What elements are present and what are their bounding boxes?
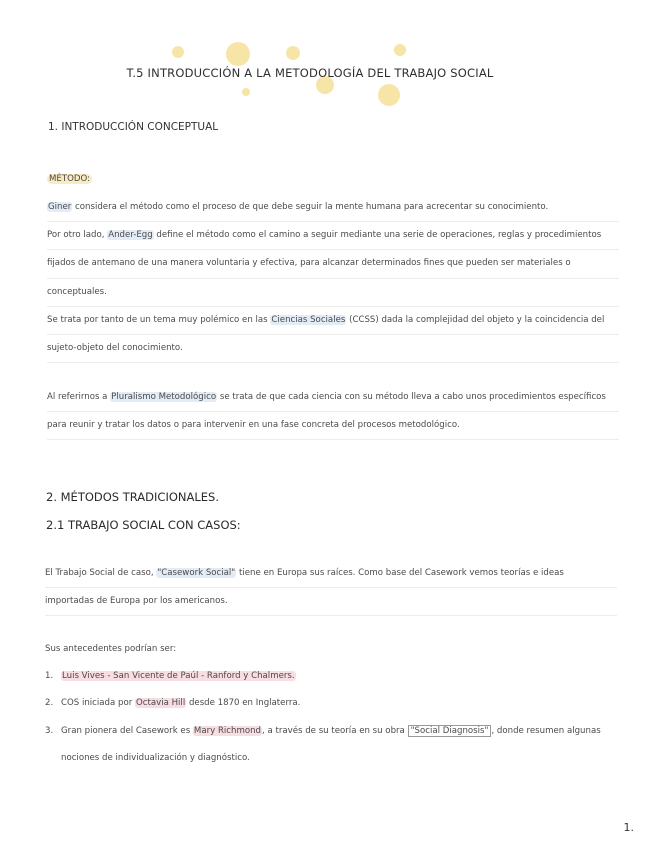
section-2-heading: 2. MÉTODOS TRADICIONALES.	[46, 490, 219, 504]
list-item: 3. Gran pionera del Casework es Mary Richmond, a través de su teoría en su obra "Social Diagnosis" , donde resumen algunas	[45, 725, 601, 736]
paragraph-line: fijados de antemano de una manera voluntaria y efectiva, para alcanzar determinados fines que pueden ser materiales o	[47, 250, 619, 278]
section-2-1-heading: 2.1 TRABAJO SOCIAL CON CASOS:	[46, 518, 241, 532]
paragraph-line: para reunir y tratar los datos o para intervenir en una fase concreta del procesos metodológico.	[47, 412, 619, 440]
list-item-continuation: nociones de individualización y diagnóstico.	[61, 752, 250, 763]
paragraph-line: Al referirnos a Pluralismo Metodológico se trata de que cada ciencia con su método lleva a cabo unos procedimientos específicos	[47, 384, 619, 412]
metodo-paragraph	[47, 194, 619, 363]
paragraph-line: Por otro lado, Ander-Egg define el método como el camino a seguir mediante una serie de operaciones, reglas y procedimientos	[47, 222, 619, 250]
pluralismo-paragraph	[47, 384, 619, 440]
metodo-label: MÉTODO:	[49, 174, 90, 184]
list-item: 1. Luis Vives - San Vicente de Paúl - Ranford y Chalmers.	[45, 671, 295, 682]
page-number: 1.	[623, 821, 634, 834]
paragraph-line: El Trabajo Social de caso, "Casework Social" tiene en Europa sus raíces. Como base del Casework vemos teorías e ideas	[45, 560, 617, 588]
paragraph-line: importadas de Europa por los americanos.	[45, 588, 617, 616]
decorative-dots	[0, 0, 656, 120]
paragraph-line: Giner considera el método como el proceso de que debe seguir la mente humana para acrecentar su conocimiento.	[47, 194, 619, 222]
paragraph-line: conceptuales.	[47, 279, 619, 307]
section-1-heading: 1. INTRODUCCIÓN CONCEPTUAL	[48, 121, 219, 133]
paragraph-line: sujeto-objeto del conocimiento.	[47, 335, 619, 363]
metodo-label-line	[47, 166, 619, 193]
paragraph-line: Se trata por tanto de un tema muy polémico en las Ciencias Sociales (CCSS) dada la complejidad del objeto y la coincidencia del	[47, 307, 619, 335]
antecedentes-list	[45, 636, 617, 772]
document-title: T.5 INTRODUCCIÓN A LA METODOLOGÍA DEL TRABAJO SOCIAL	[126, 66, 494, 80]
antecedentes-intro: Sus antecedentes podrían ser:	[45, 644, 177, 654]
list-item: 2. COS iniciada por Octavia Hill desde 1870 en Inglaterra.	[45, 698, 301, 709]
casework-paragraph	[45, 560, 617, 616]
